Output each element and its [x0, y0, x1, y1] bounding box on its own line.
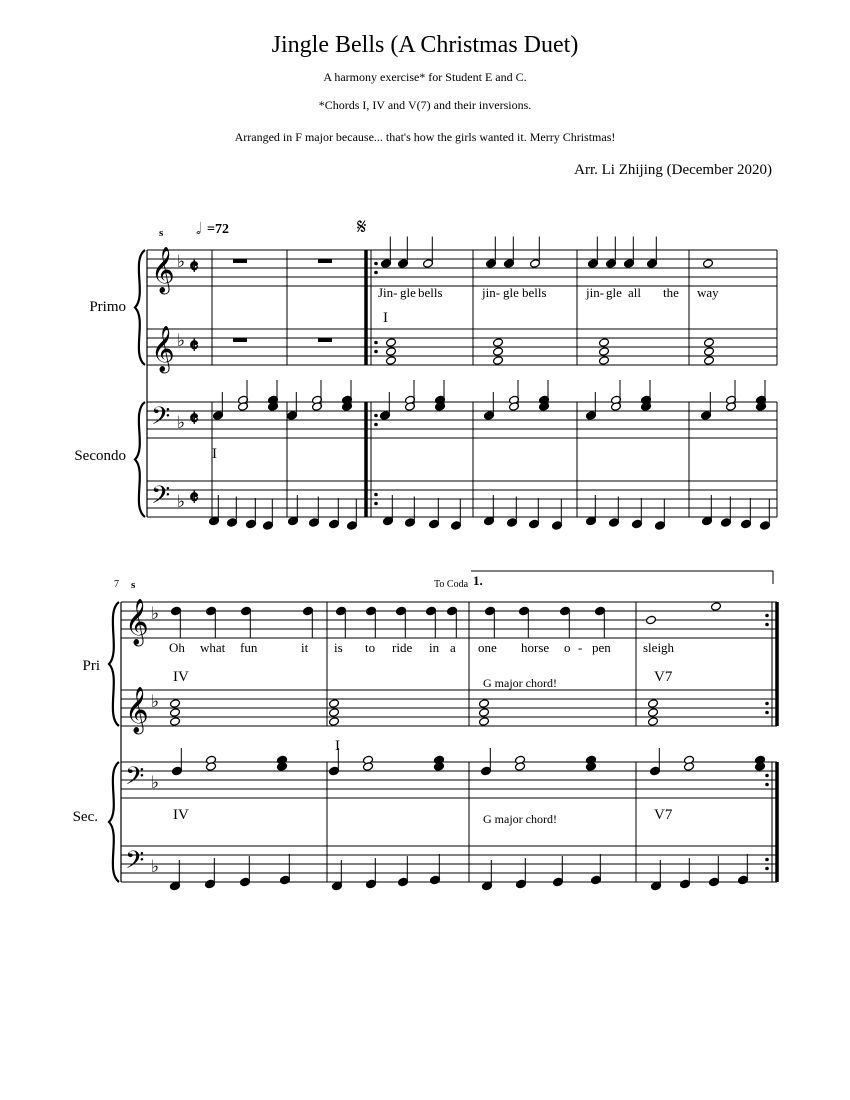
- key-signature-flat-icon: ♭: [177, 331, 186, 350]
- time-signature-icon: 𝄵: [189, 485, 199, 510]
- key-signature-flat-icon: ♭: [151, 773, 160, 792]
- repeat-dot: [765, 711, 769, 715]
- brace-icon: [135, 402, 145, 517]
- open-note-head: [386, 347, 397, 357]
- staff-lines: [121, 250, 777, 882]
- open-note-head: [329, 708, 340, 718]
- lyric: o: [564, 640, 571, 655]
- open-note-head: [479, 708, 490, 718]
- open-note-head: [493, 338, 504, 348]
- lyric: in: [429, 640, 440, 655]
- open-note-head: [170, 699, 181, 709]
- open-note-head: [648, 717, 659, 727]
- repeat-dot: [374, 262, 378, 266]
- repeat-dot: [374, 423, 378, 427]
- repeat-dot: [765, 858, 769, 862]
- lyric: one: [478, 640, 497, 655]
- lyric: the: [663, 285, 679, 300]
- lyric: pen: [592, 640, 611, 655]
- brace-icon: [109, 602, 119, 726]
- whole-rest: [318, 338, 332, 342]
- tempo-note-icon: 𝅗𝅥: [196, 221, 202, 238]
- chord-label: I: [335, 738, 340, 754]
- lyrics-system-1: [378, 285, 719, 300]
- lyric: ride: [392, 640, 413, 655]
- time-signature-icon: 𝄵: [189, 333, 199, 358]
- time-signature-icon: 𝄵: [189, 406, 199, 431]
- notes: [125, 237, 770, 891]
- repeat-dot: [374, 414, 378, 418]
- lyric: bells: [418, 285, 443, 300]
- open-note-head: [648, 699, 659, 709]
- open-note-head: [703, 259, 714, 269]
- part-name-secondo-short: Sec.: [72, 809, 98, 825]
- open-note-head: [648, 708, 659, 718]
- lyric: fun: [240, 640, 258, 655]
- repeat-dot: [765, 783, 769, 787]
- bass-clef-icon: 𝄢: [125, 763, 145, 796]
- part-name-primo-short: Pri: [82, 658, 100, 674]
- lyric: a: [450, 640, 456, 655]
- barlines: [109, 250, 777, 882]
- lyric: jin-: [586, 285, 605, 300]
- key-signature-flat-icon: ♭: [177, 492, 186, 511]
- brace-icon: [135, 250, 145, 365]
- repeat-dot: [765, 774, 769, 778]
- lyric: way: [697, 285, 719, 300]
- open-note-head: [711, 602, 722, 612]
- treble-clef-icon: 𝄞: [125, 687, 149, 732]
- to-coda-mark: To Coda: [434, 579, 469, 590]
- open-note-head: [493, 347, 504, 357]
- open-note-head: [170, 717, 181, 727]
- key-signature-flat-icon: ♭: [151, 692, 160, 711]
- whole-rest: [233, 338, 247, 342]
- repeat-dot: [374, 341, 378, 345]
- repeat-dot: [765, 867, 769, 871]
- lyric: gle: [503, 285, 519, 300]
- repeat-dot: [765, 623, 769, 627]
- open-note-head: [704, 347, 715, 357]
- lyric: gle: [606, 285, 622, 300]
- chord-label: V7: [654, 669, 673, 685]
- open-note-head: [599, 347, 610, 357]
- part-name-primo: Primo: [89, 299, 126, 315]
- open-note-head: [599, 338, 610, 348]
- lyric: it: [301, 640, 309, 655]
- score-footnote: *Chords I, IV and V(7) and their inversions.: [318, 98, 532, 112]
- measure-number: 7: [114, 579, 119, 590]
- open-note-head: [704, 356, 715, 366]
- chord-labels: [173, 310, 673, 826]
- arranger-credit: Arr. Li Zhijing (December 2020): [574, 162, 772, 178]
- open-note-head: [329, 717, 340, 727]
- open-note-head: [386, 338, 397, 348]
- chord-label: G major chord!: [483, 676, 557, 690]
- lyric: gle: [400, 285, 416, 300]
- lyric: Oh: [169, 640, 185, 655]
- repeat-dot: [765, 614, 769, 618]
- lyric: jin-: [482, 285, 501, 300]
- repeat-dot: [374, 502, 378, 506]
- open-note-head: [479, 717, 490, 727]
- lyric: what: [200, 640, 226, 655]
- open-note-head: [599, 356, 610, 366]
- volta-bracket: [471, 571, 773, 584]
- lyric: sleigh: [643, 640, 675, 655]
- lyric: bells: [522, 285, 547, 300]
- open-note-head: [329, 699, 340, 709]
- brace-icon: [109, 762, 119, 882]
- chord-label: V7: [654, 807, 673, 823]
- tempo-marking: =72: [207, 222, 229, 237]
- chord-label: I: [212, 446, 217, 462]
- chord-label: G major chord!: [483, 812, 557, 826]
- lyrics-system-2: [169, 640, 675, 655]
- bass-clef-icon: 𝄢: [151, 482, 171, 515]
- segno-small-mark: s: [159, 227, 164, 239]
- repeat-dot: [374, 271, 378, 275]
- bass-clef-icon: 𝄢: [151, 403, 171, 436]
- lyric: to: [365, 640, 376, 655]
- repeat-dot: [374, 350, 378, 354]
- chord-label: IV: [173, 807, 189, 823]
- open-note-head: [386, 356, 397, 366]
- key-signature-flat-icon: ♭: [177, 413, 186, 432]
- lyric: all: [628, 285, 641, 300]
- volta-label: 1.: [473, 573, 483, 588]
- segno-icon: 𝄋: [357, 214, 367, 239]
- bass-clef-icon: 𝄢: [125, 847, 145, 880]
- time-signature-icon: 𝄵: [189, 254, 199, 279]
- treble-clef-icon: 𝄞: [151, 247, 175, 292]
- open-note-head: [704, 338, 715, 348]
- key-signature-flat-icon: ♭: [151, 604, 160, 623]
- open-note-head: [479, 699, 490, 709]
- lyric: is: [334, 640, 343, 655]
- open-note-head: [646, 615, 657, 625]
- segno-small-mark-2: s: [131, 579, 136, 591]
- part-name-secondo: Secondo: [74, 448, 126, 464]
- whole-rest: [318, 259, 332, 263]
- treble-clef-icon: 𝄞: [151, 326, 175, 371]
- treble-clef-icon: 𝄞: [125, 599, 149, 644]
- whole-rest: [233, 259, 247, 263]
- key-signature-flat-icon: ♭: [151, 857, 160, 876]
- key-signature-flat-icon: ♭: [177, 252, 186, 271]
- chord-label: IV: [173, 669, 189, 685]
- chord-label: I: [383, 310, 388, 326]
- lyric: Jin-: [378, 285, 398, 300]
- open-note-head: [493, 356, 504, 366]
- lyric: -: [578, 640, 583, 655]
- lyric: horse: [521, 640, 550, 655]
- repeat-dot: [374, 493, 378, 497]
- score-dedication: Arranged in F major because... that's how the girls wanted it. Merry Christmas!: [234, 130, 616, 144]
- score-title: Jingle Bells (A Christmas Duet): [271, 32, 579, 58]
- score-subtitle: A harmony exercise* for Student E and C.: [323, 70, 527, 84]
- open-note-head: [170, 708, 181, 718]
- repeat-dot: [765, 702, 769, 706]
